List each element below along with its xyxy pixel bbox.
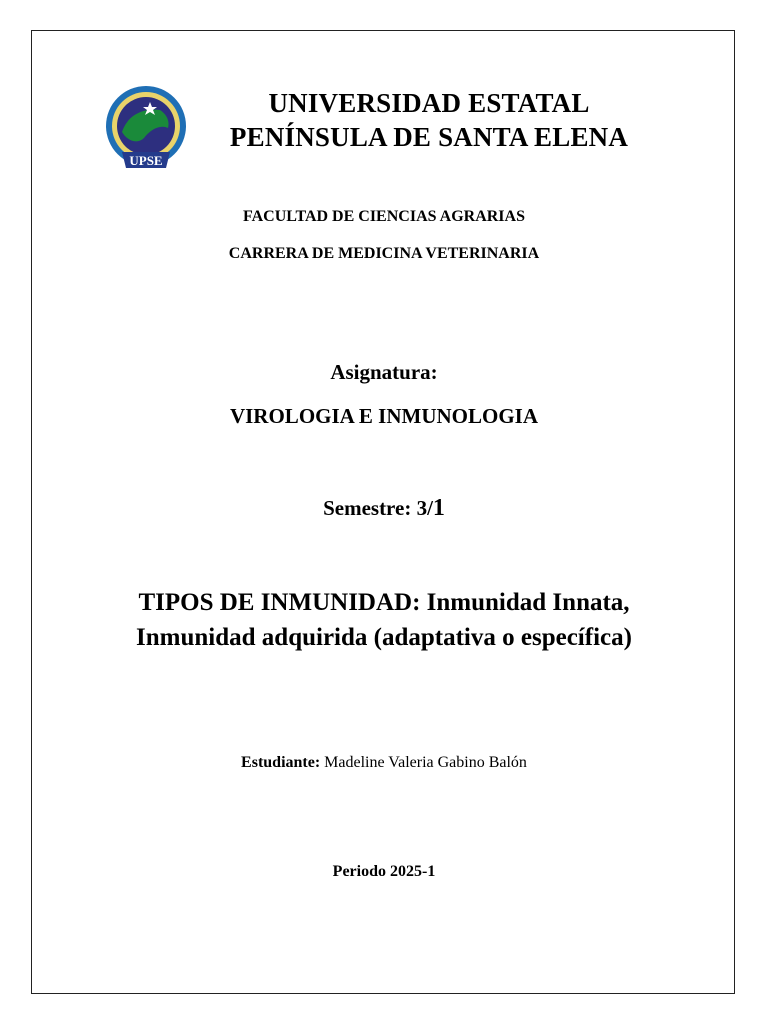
student-name: Madeline Valeria Gabino Balón (324, 754, 527, 771)
student-label: Estudiante: (241, 754, 321, 771)
period: Periodo 2025-1 (332, 863, 436, 880)
faculty-name: FACULTAD DE CIENCIAS AGRARIAS (243, 208, 525, 225)
university-logo (100, 84, 192, 176)
subject-label: Asignatura: (330, 360, 438, 384)
semester-label: Semestre: 3/ (323, 496, 433, 520)
semester-value: 1 (432, 495, 445, 521)
university-name-line2: PENÍNSULA DE SANTA ELENA (229, 122, 629, 152)
subject-name: VIROLOGIA E INMUNOLOGIA (229, 404, 539, 428)
career-name: CARRERA DE MEDICINA VETERINARIA (228, 245, 540, 262)
logo-text: UPSE (129, 153, 163, 168)
semester (0, 494, 768, 522)
university-name-line1: UNIVERSIDAD ESTATAL (268, 88, 590, 118)
document-topic: TIPOS DE INMUNIDAD: Inmunidad Innata, Inmunidad adquirida (adaptativa o específica) (136, 589, 632, 651)
student (0, 752, 768, 774)
